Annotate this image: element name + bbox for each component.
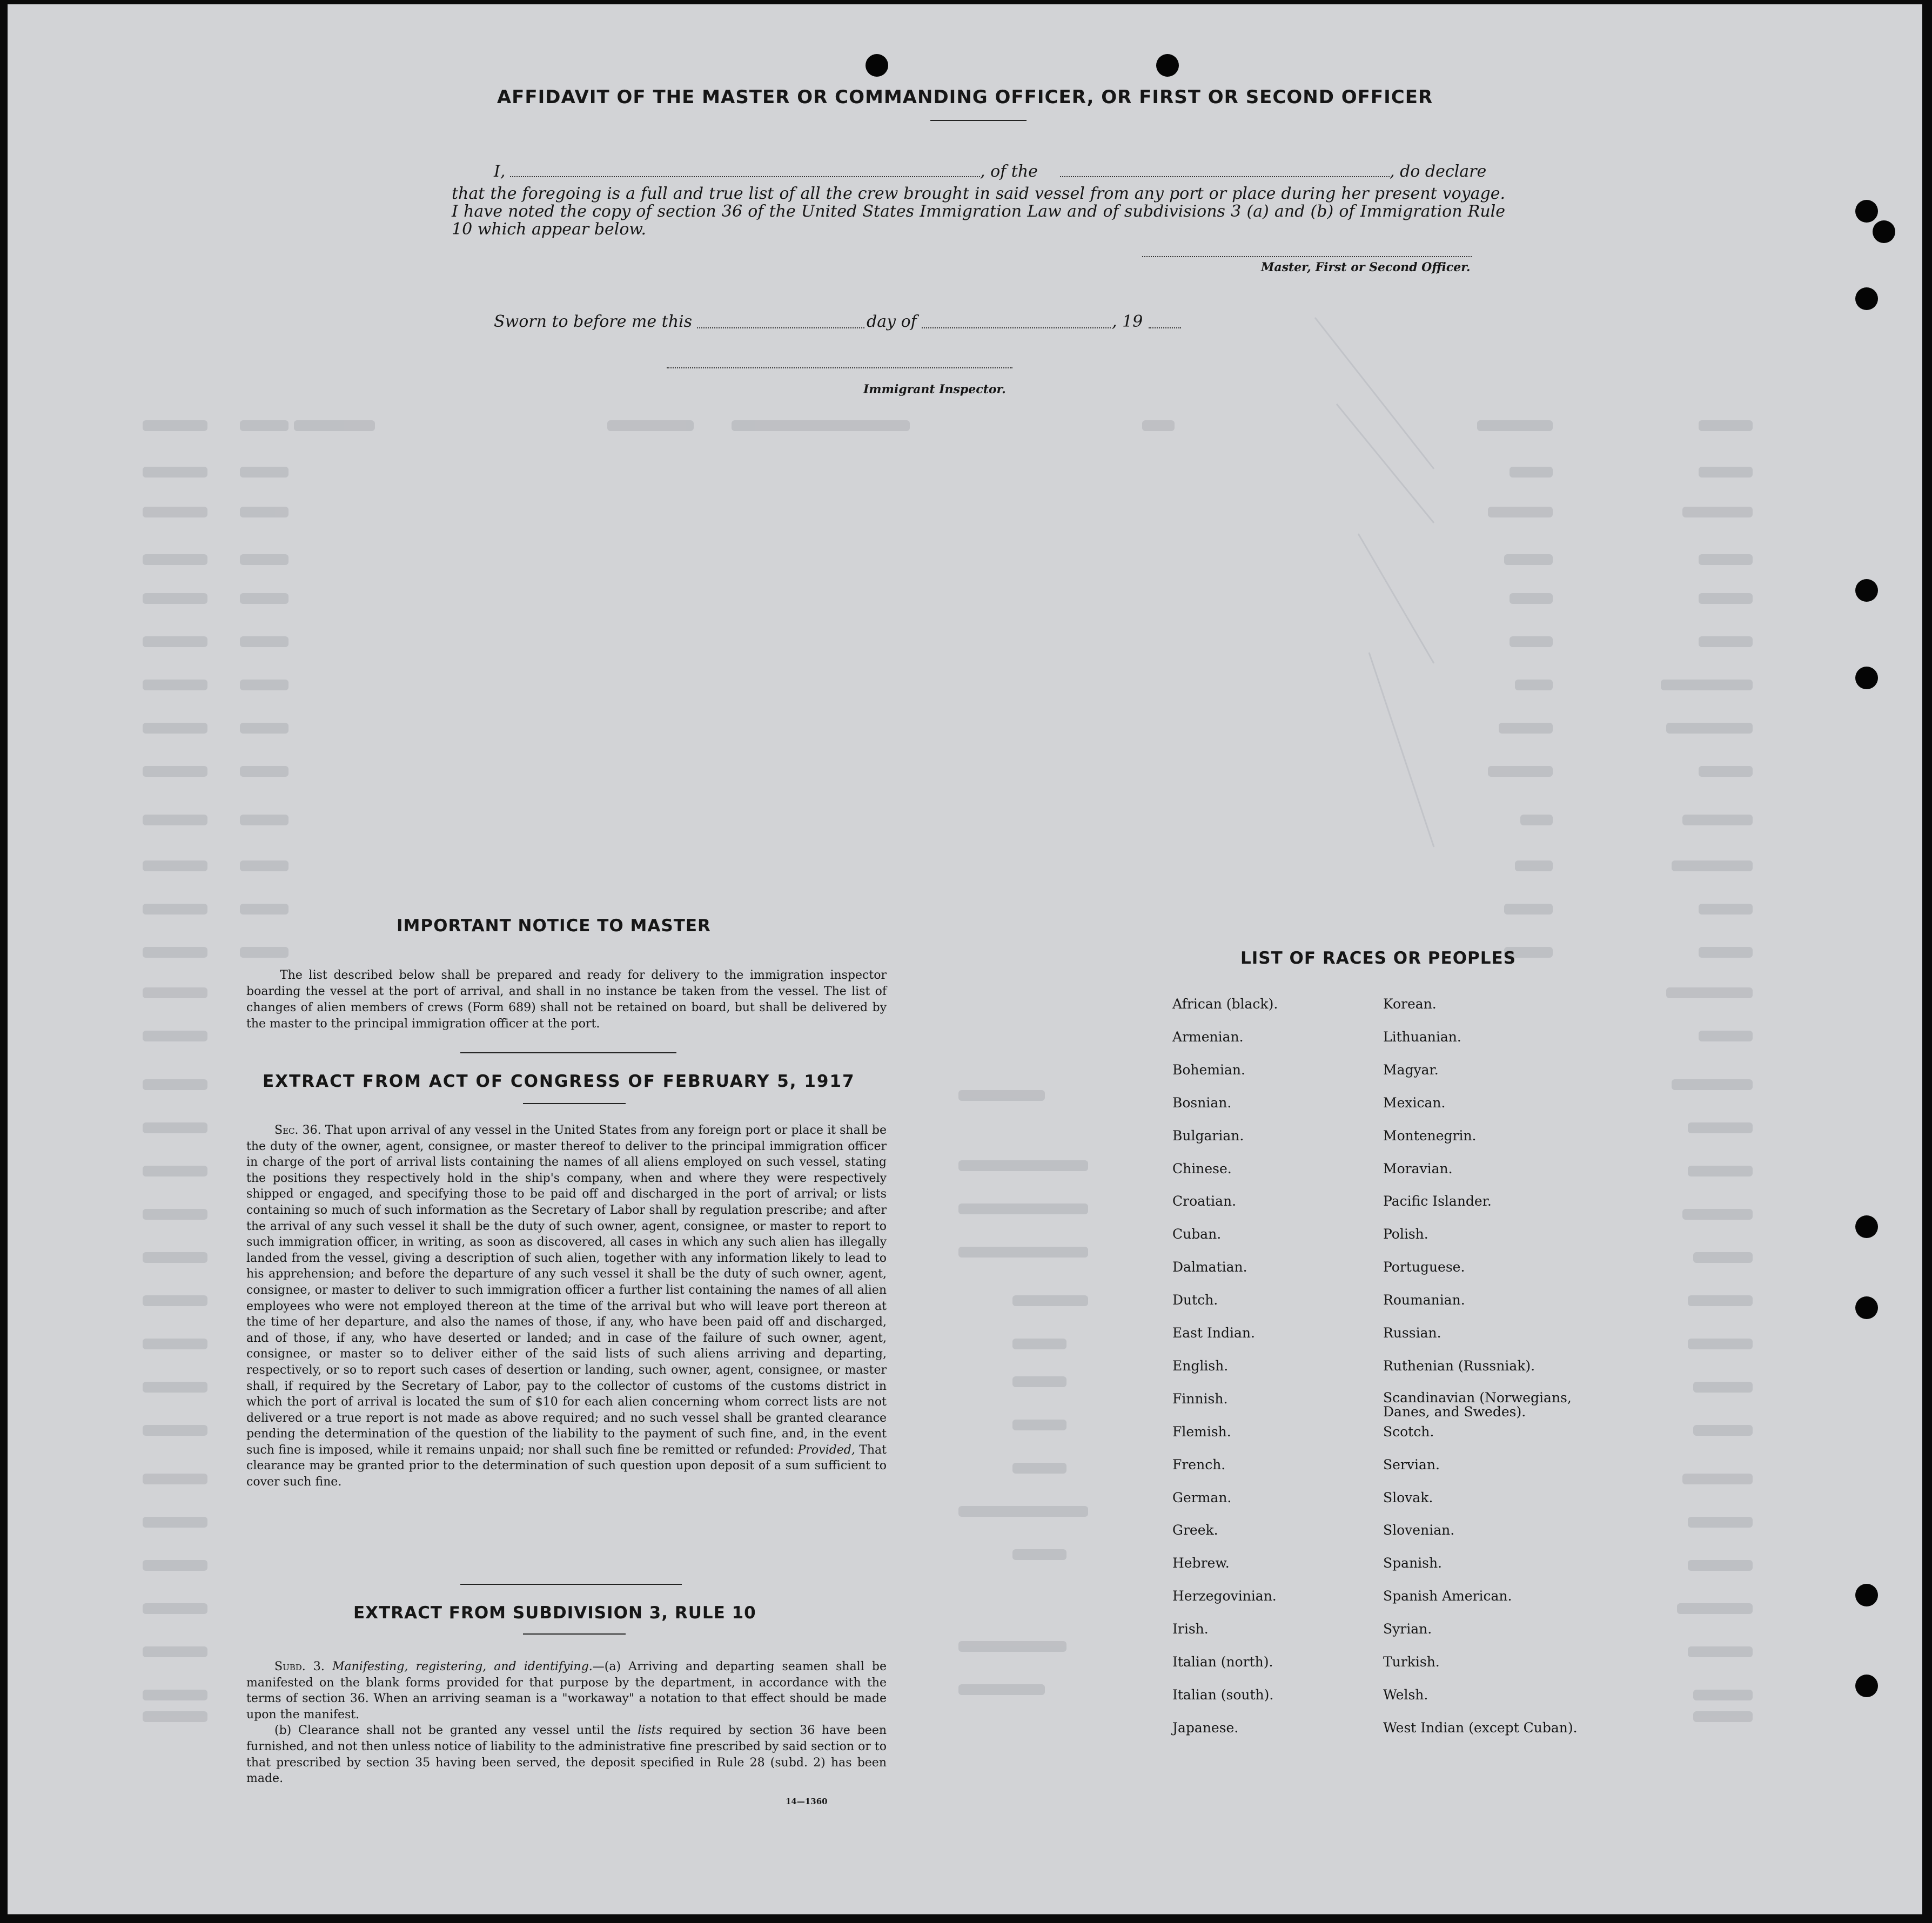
race-item: French. [1172, 1456, 1226, 1472]
race-item: Russian. [1383, 1325, 1441, 1341]
inspector-signature-field[interactable] [667, 367, 1012, 368]
race-item: Bohemian. [1172, 1061, 1245, 1078]
notice-text: The list described below shall be prepared and ready for delivery to the immigration inspector boarding the vessel at the port of arrival, and shall in no instance be taken from the vessel. The list of changes of alien members of crews (Form 689) shall not be retained on board, but shall be delivered by the master to the principal immigration officer at the port. [246, 969, 887, 1031]
form-number: 14—1360 [786, 1797, 828, 1806]
notice-title: IMPORTANT NOTICE TO MASTER [397, 916, 711, 936]
race-item: Hebrew. [1172, 1555, 1230, 1571]
day-of-label: day of [867, 312, 917, 331]
race-item: Dutch. [1172, 1292, 1218, 1308]
sworn-label: Sworn to before me this [494, 312, 693, 331]
vessel-field[interactable] [1060, 176, 1390, 177]
race-item: Polish. [1383, 1226, 1428, 1242]
subdivision-para-a [246, 1659, 887, 1723]
officer-signature-label: Master, First or Second Officer. [1261, 260, 1471, 274]
subd-heading: Manifesting, registering, and identifying. [332, 1660, 593, 1673]
subdivision-3-text [246, 1659, 887, 1787]
subd-label: Subd. 3. [274, 1660, 325, 1673]
race-item: Bulgarian. [1172, 1127, 1244, 1144]
race-item: Slovak. [1383, 1489, 1433, 1505]
race-item: Welsh. [1383, 1686, 1428, 1703]
race-item: Slovenian. [1383, 1522, 1455, 1538]
race-item: African (black). [1172, 996, 1278, 1012]
race-item: Roumanian. [1383, 1292, 1465, 1308]
race-item: Flemish. [1172, 1423, 1231, 1440]
race-item: Mexican. [1383, 1094, 1446, 1111]
provided-text: That clearance may be granted prior to the determination of such question upon deposit of a sum sufficient to cover such fine. [246, 1443, 887, 1489]
extract-rule-title: EXTRACT FROM SUBDIVISION 3, RULE 10 [353, 1603, 756, 1623]
divider [523, 1103, 626, 1104]
affidavit-body: that the foregoing is a full and true list of all the crew brought in said vessel from any port or place during her present voyage. I have noted the copy of section 36 of the United States Immigration Law and of subdivisions 3 (a) and (b) of Immigration Rule 10 which appear below. [452, 184, 1505, 239]
race-item: Greek. [1172, 1522, 1218, 1538]
race-item: Scandinavian (Norwegians, Danes, and Swedes). [1383, 1389, 1572, 1420]
race-item: Finnish. [1172, 1390, 1228, 1407]
bleed-through-texture [8, 4, 1922, 1914]
year-label: , 19 [1112, 312, 1143, 331]
race-item: Portuguese. [1383, 1259, 1465, 1275]
affidavit-title: AFFIDAVIT OF THE MASTER OR COMMANDING OFFICER, OR FIRST OR SECOND OFFICER [497, 86, 1433, 108]
sworn-month-field[interactable] [922, 327, 1111, 328]
title-underline [930, 120, 1027, 121]
race-item: Korean. [1383, 996, 1437, 1012]
race-item: Croatian. [1172, 1193, 1237, 1209]
races-title: LIST OF RACES OR PEOPLES [1240, 949, 1517, 968]
race-item: East Indian. [1172, 1325, 1255, 1341]
affidavit-declaration-line [494, 162, 505, 181]
race-item: Bosnian. [1172, 1094, 1232, 1111]
section-label: Sec. 36. [274, 1124, 321, 1137]
provided-label: Provided, [797, 1443, 855, 1457]
race-item: Chinese. [1172, 1160, 1232, 1176]
race-item: Italian (north). [1172, 1654, 1273, 1670]
section-36-text [246, 1122, 887, 1490]
race-item: Irish. [1172, 1621, 1209, 1637]
race-item: Cuban. [1172, 1226, 1222, 1242]
divider [460, 1052, 676, 1053]
section-body: That upon arrival of any vessel in the United States from any foreign port or place it shall be the duty of the owner, agent, consignee, or master thereof to deliver to the principal immigration officer in charge of the port of arrival lists containing the names of all aliens employed on such vessel, stating the positions they respectively hold in the ship's company, when and where they were respectively shipped or engaged, and specifying those to be paid off and discharged in the port of arrival; or lists containing so much of such information as the Secretary of Labor shall by regulation prescribe; and after the arrival of any such vessel it shall be the duty of such owner, agent, consignee, or master to report to such immigration officer, in writing, as soon as discovered, all cases in which any such alien has illegally landed from the vessel, giving a description of such alien, together with any information likely to lead to his apprehension; and before the departure of any such vessel it shall be the duty of such owner, agent, consignee, or master to deliver to such immigration officer a further list containing the names of all alien employees who were not employed thereon at the time of the arrival but who will leave port thereon at the time of her departure, and also the names of those, if any, who have been paid off and discharged, and of those, if any, who have deserted or landed; and in case of the failure of such owner, agent, consignee, or master so to deliver either of the said lists of such aliens arriving and departing, respectively, or so to report such cases of desertion or landing, such owner, agent, consignee, or master shall, if required by the Secretary of Labor, pay to the collector of customs of the customs district in which the port of arrival is located the sum of $10 for each alien concerning whom correct lists are not delivered or a true report is not made as above required; and no such vessel shall be granted clearance pending the determination of the question of the liability to the payment of such fine, and, in the event such fine is imposed, while it remains unpaid; nor shall such fine be remitted or refunded: [246, 1124, 887, 1457]
race-item: English. [1172, 1357, 1229, 1374]
race-item: Spanish American. [1383, 1588, 1512, 1604]
race-item: Ruthenian (Russniak). [1383, 1357, 1535, 1374]
sworn-year-field[interactable] [1149, 327, 1181, 328]
subd-para-a-text: —(a) Arriving and departing seamen shall be manifested on the blank forms provided for that purpose by the department, in accordance with the terms of section 36. When an arriving seaman is a "workaway" a notation to that effect should be made upon the manifest. [246, 1660, 887, 1722]
affidavit-i-label: I, [494, 162, 506, 181]
race-item: Magyar. [1383, 1061, 1439, 1078]
race-item: Armenian. [1172, 1028, 1244, 1045]
subdivision-para-b [246, 1723, 887, 1786]
race-item: Turkish. [1383, 1654, 1440, 1670]
subd-para-b-text: required by section 36 have been furnished, and not then unless notice of liability to the administrative fine prescribed by said section or to that prescribed by section 35 having been served, the deposit specified in Rule 28 (subd. 2) has been made. [246, 1724, 887, 1786]
race-item: Montenegrin. [1383, 1127, 1477, 1144]
sworn-day-field[interactable] [697, 327, 864, 328]
of-the-label: , of the [980, 162, 1038, 181]
race-item: Scotch. [1383, 1423, 1434, 1440]
race-item: German. [1172, 1489, 1232, 1505]
document-sheet [8, 4, 1922, 1914]
race-item: West Indian (except Cuban). [1383, 1719, 1578, 1736]
officer-signature-field[interactable] [1142, 256, 1472, 257]
divider [460, 1584, 682, 1585]
race-item: Moravian. [1383, 1160, 1453, 1176]
subd-para-b-lists: lists [638, 1724, 662, 1738]
race-item: Japanese. [1172, 1719, 1239, 1736]
subd-para-b-prefix: (b) Clearance shall not be granted any vessel until the [274, 1724, 631, 1738]
inspector-label: Immigrant Inspector. [863, 382, 1006, 396]
race-item: Herzegovinian. [1172, 1588, 1277, 1604]
race-item: Dalmatian. [1172, 1259, 1247, 1275]
extract-act-title: EXTRACT FROM ACT OF CONGRESS OF FEBRUARY 5, 1917 [263, 1072, 855, 1091]
race-item: Servian. [1383, 1456, 1440, 1472]
race-item: Lithuanian. [1383, 1028, 1461, 1045]
race-item: Pacific Islander. [1383, 1193, 1492, 1209]
name-field[interactable] [510, 176, 980, 177]
declare-label: , do declare [1390, 162, 1487, 181]
race-item: Syrian. [1383, 1621, 1432, 1637]
race-item: Spanish. [1383, 1555, 1443, 1571]
race-item: Italian (south). [1172, 1686, 1274, 1703]
divider [523, 1633, 626, 1635]
